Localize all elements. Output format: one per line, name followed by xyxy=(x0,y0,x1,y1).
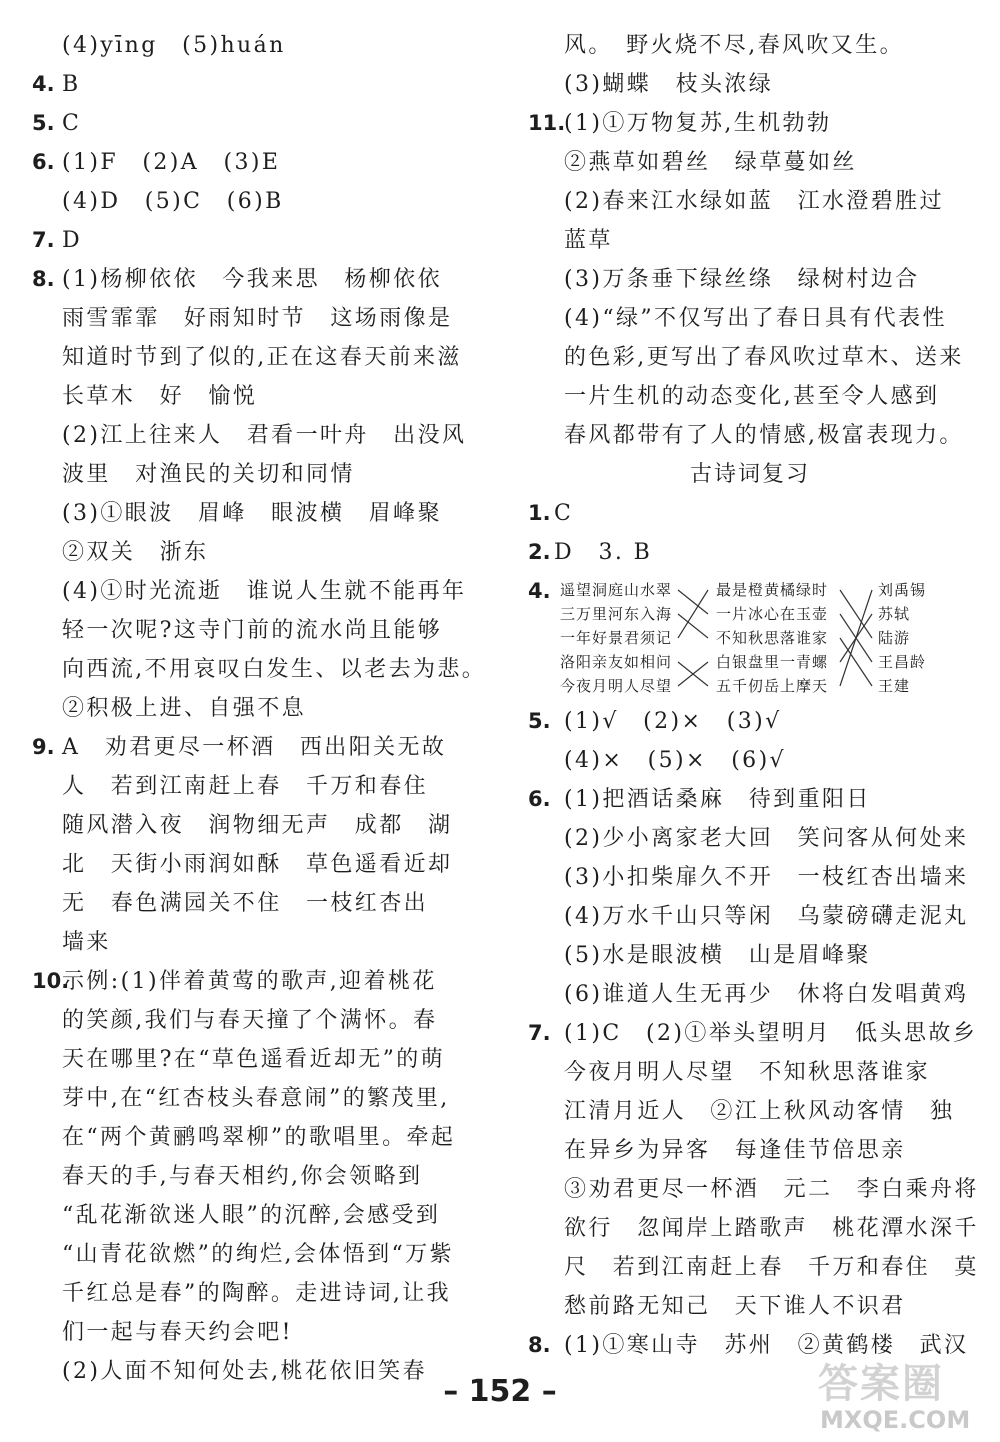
matching-item: 三万里河东入海 xyxy=(560,605,673,623)
question-number: 7. xyxy=(32,228,55,252)
question-number: 5. xyxy=(32,111,55,135)
answer-line: (3)小扣柴扉久不开 一枝红杏出墙来 xyxy=(564,865,969,890)
answer-line: “山青花欲燃”的绚烂,会体悟到“万紫 xyxy=(62,1242,454,1267)
question-number: 11. xyxy=(528,111,566,135)
answer-line: 人 若到江南赶上春 千万和春住 xyxy=(62,774,429,799)
answer-line: (3)万条垂下绿丝绦 绿树村边合 xyxy=(564,267,920,292)
answer-line: 一片生机的动态变化,甚至令人感到 xyxy=(564,384,940,409)
matching-item: 五千仞岳上摩天 xyxy=(716,677,829,695)
matching-item: 一年好景君须记 xyxy=(560,629,673,647)
matching-item: 洛阳亲友如相问 xyxy=(560,653,673,671)
answer-line: 在“两个黄鹂鸣翠柳”的歌唱里。牵起 xyxy=(62,1125,456,1150)
answer-line: 轻一次呢?这寺门前的流水尚且能够 xyxy=(62,618,443,643)
answer-line: (1)杨柳依依 今我来思 杨柳依依 xyxy=(62,267,442,292)
answer-line: (2)少小离家老大回 笑问客从何处来 xyxy=(564,826,969,851)
answer-line: (4)“绿”不仅写出了春日具有代表性 xyxy=(564,306,947,331)
answer-line: D xyxy=(62,228,83,253)
answer-line: 示例:(1)伴着黄莺的歌声,迎着桃花 xyxy=(62,969,437,994)
answer-line: C xyxy=(554,501,574,526)
section-title: 古诗词复习 xyxy=(689,462,810,487)
answer-line: 的色彩,更写出了春风吹过草木、送来 xyxy=(564,345,964,370)
question-number: 9. xyxy=(32,735,55,759)
answer-line: (2)春来江水绿如蓝 江水澄碧胜过 xyxy=(564,189,944,214)
matching-item: 苏轼 xyxy=(878,605,911,623)
answer-line: (4)× (5)× (6)√ xyxy=(564,748,786,773)
matching-item: 不知秋思落谁家 xyxy=(716,629,829,647)
matching-item: 陆游 xyxy=(878,629,911,647)
answer-line: 今夜月明人尽望 不知秋思落谁家 xyxy=(564,1060,931,1085)
answer-line: ②双关 浙东 xyxy=(62,540,209,565)
answer-line: (1)C (2)①举头望明月 低头思故乡 xyxy=(564,1021,978,1046)
question-number: 5. xyxy=(528,709,551,733)
answer-line: (1)F (2)A (3)E xyxy=(62,150,281,175)
question-number: 4. xyxy=(528,579,551,603)
answer-line: (1)①寒山寺 苏州 ②黄鹤楼 武汉 xyxy=(564,1333,969,1358)
answer-line: 愁前路无知己 天下谁人不识君 xyxy=(564,1294,906,1319)
answer-line: (1)①万物复苏,生机勃勃 xyxy=(564,111,832,136)
answer-line: ②燕草如碧丝 绿草蔓如丝 xyxy=(564,150,857,175)
answer-line: 无 春色满园关不住 一枝红杏出 xyxy=(62,891,429,916)
answer-line: ③劝君更尽一杯酒 元二 李白乘舟将 xyxy=(564,1177,979,1202)
matching-item: 一片冰心在玉壶 xyxy=(716,605,829,623)
answer-line: 雨雪霏霏 好雨知时节 这场雨像是 xyxy=(62,306,453,331)
answer-line: (4)yīng (5)huán xyxy=(62,33,286,58)
answer-line: 们一起与春天约会吧! xyxy=(62,1320,293,1345)
answer-line: 春风都带有了人的情感,极富表现力。 xyxy=(564,423,964,448)
question-number: 1. xyxy=(528,501,551,525)
answer-line: C xyxy=(62,111,82,136)
matching-exercise xyxy=(530,572,950,698)
answer-line: ②积极上进、自强不息 xyxy=(62,696,307,721)
matching-item: 王建 xyxy=(878,677,911,695)
answer-line: 随风潜入夜 润物细无声 成都 湖 xyxy=(62,813,453,838)
answer-line: (4)万水千山只等闲 乌蒙磅礴走泥丸 xyxy=(564,904,969,929)
answer-line: 北 天街小雨润如酥 草色遥看近却 xyxy=(62,852,453,877)
answer-line: 蓝草 xyxy=(564,228,613,253)
answer-line: 芽中,在“红杏枝头春意闹”的繁茂里, xyxy=(62,1086,450,1111)
answer-line: (5)水是眼波横 山是眉峰聚 xyxy=(564,943,871,968)
question-number: 2. xyxy=(528,540,551,564)
answer-line: (3)①眼波 眉峰 眼波横 眉峰聚 xyxy=(62,501,442,526)
matching-item: 最是橙黄橘绿时 xyxy=(716,581,829,599)
answer-line: 尺 若到江南赶上春 千万和春住 莫 xyxy=(564,1255,979,1280)
answer-line: 向西流,不用哀叹白发生、以老去为悲。 xyxy=(62,657,487,682)
answer-line: 江清月近人 ②江上秋风动客情 独 xyxy=(564,1099,955,1124)
answer-line: A 劝君更尽一杯酒 西出阳关无故 xyxy=(62,735,447,760)
answer-line: 春天的手,与春天相约,你会领略到 xyxy=(62,1164,423,1189)
answer-line: (1)√ (2)× (3)√ xyxy=(564,709,782,734)
answer-line: 长草木 好 愉悦 xyxy=(62,384,258,409)
matching-item: 今夜月明人尽望 xyxy=(560,677,673,695)
answer-line: 在异乡为异客 每逢佳节倍思亲 xyxy=(564,1138,906,1163)
answer-line: (2)江上往来人 君看一叶舟 出没风 xyxy=(62,423,467,448)
matching-item: 遥望洞庭山水翠 xyxy=(560,581,673,599)
answer-line: 千红总是春”的陶醉。走进诗词,让我 xyxy=(62,1281,452,1306)
answer-line: 波里 对渔民的关切和同情 xyxy=(62,462,355,487)
answer-line: 墙来 xyxy=(62,930,111,955)
question-number: 7. xyxy=(528,1021,551,1045)
answer-line: D 3. B xyxy=(554,540,653,565)
question-number: 4. xyxy=(32,72,55,96)
matching-item: 刘禹锡 xyxy=(878,581,927,599)
answer-line: (4)D (5)C (6)B xyxy=(62,189,284,214)
watermark-top: 答案圈 xyxy=(818,1361,944,1407)
page-number: – 152 – xyxy=(443,1374,557,1409)
answer-line: (3)蝴蝶 枝头浓绿 xyxy=(564,72,774,97)
answer-line: (4)①时光流逝 谁说人生就不能再年 xyxy=(62,579,467,604)
answer-line: (6)谁道人生无再少 休将白发唱黄鸡 xyxy=(564,982,969,1007)
answer-line: 天在哪里?在“草色遥看近却无”的萌 xyxy=(62,1047,446,1072)
answer-line: 风。 野火烧不尽,春风吹又生。 xyxy=(564,33,904,58)
question-number: 6. xyxy=(32,150,55,174)
matching-item: 王昌龄 xyxy=(878,653,927,671)
watermark-bottom: MXQE.COM xyxy=(820,1406,971,1434)
answer-line: B xyxy=(62,72,81,97)
question-number: 6. xyxy=(528,787,551,811)
question-number: 8. xyxy=(32,267,55,291)
question-number: 10. xyxy=(32,969,70,993)
question-number: 8. xyxy=(528,1333,551,1357)
answer-line: 的笑颜,我们与春天撞了个满怀。春 xyxy=(62,1008,438,1033)
answer-line: 欲行 忽闻岸上踏歌声 桃花潭水深千 xyxy=(564,1216,979,1241)
answer-line: (2)人面不知何处去,桃花依旧笑春 xyxy=(62,1359,427,1384)
answer-line: (1)把酒话桑麻 待到重阳日 xyxy=(564,787,871,812)
answer-line: “乱花渐欲迷人眼”的沉醉,会感受到 xyxy=(62,1203,441,1228)
answer-line: 知道时节到了似的,正在这春天前来滋 xyxy=(62,345,462,370)
matching-item: 白银盘里一青螺 xyxy=(716,653,829,671)
